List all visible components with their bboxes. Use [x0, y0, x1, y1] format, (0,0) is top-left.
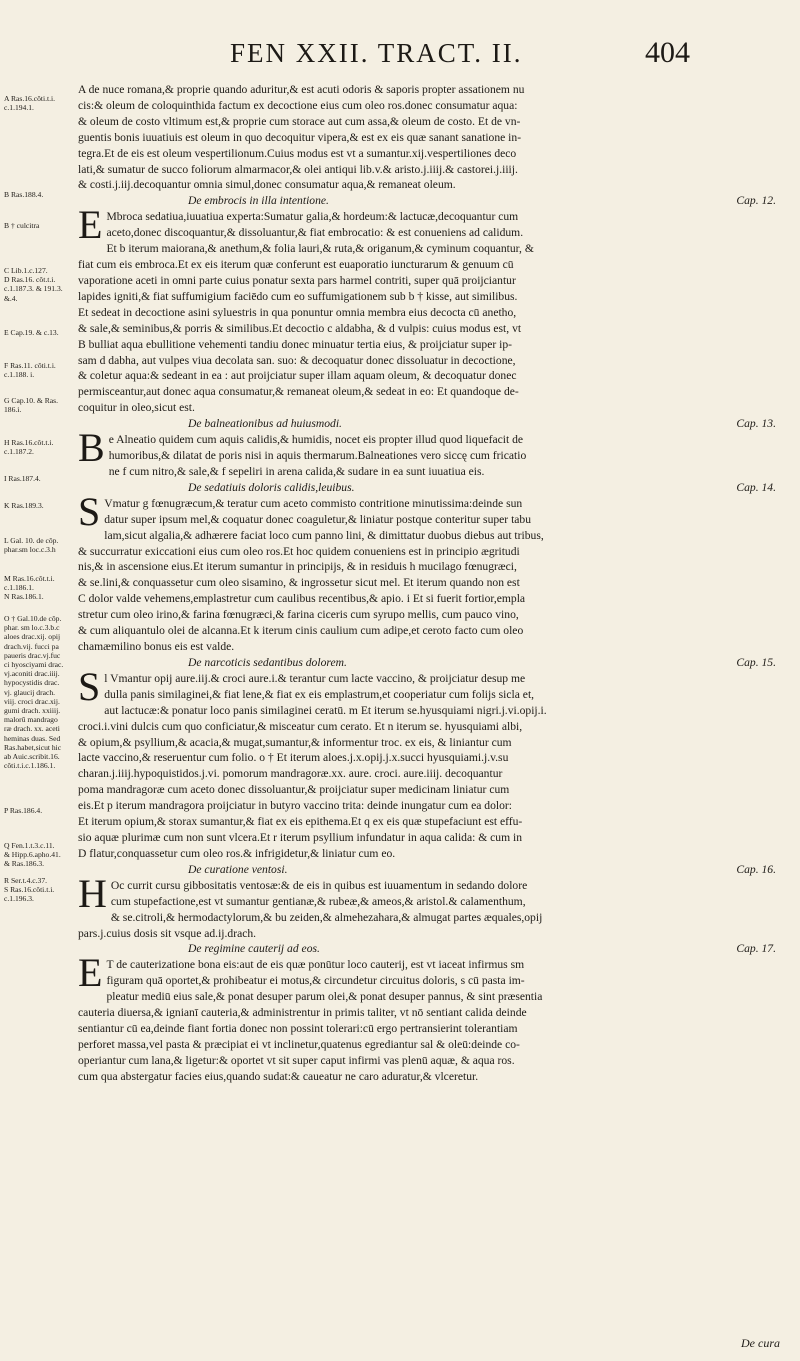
text-line: sam d dabha, aut vulpes viua decolata san. suo: & decoquatur donec dissoluatur in decoctione, — [78, 353, 516, 367]
paragraph — [78, 870, 786, 942]
chapter-heading — [78, 862, 786, 878]
margin-note-line: S Ras.16.côti.t.i. — [4, 885, 55, 895]
chapter-heading — [78, 655, 786, 671]
text-line: cauteria diuersa,& ignianī cauteria,& administrentur in primis taliter, vt nō sentiant calida deinde — [78, 1006, 527, 1020]
text-line: Et iterum opium,& storax sumantur,& fiat ex eis epithema.Et q ex eis quæ stupefaciunt est effu- — [78, 815, 523, 829]
heading-title: De narcoticis sedantibus dolorem. — [188, 655, 347, 669]
text-line: T de cauterizatione bona eis:aut de eis quæ ponūtur loco cauterij, est vt iaceat infirmus sm — [106, 958, 525, 972]
drop-cap: H — [78, 870, 107, 916]
chapter-number: Cap. 14. — [736, 480, 776, 494]
margin-note-line: viij. croci drac.xij. — [4, 696, 60, 706]
text-line: figuram quā oportet,& prohibeatur ei motus,& circundetur circuitus doloris, s cū pasta im- — [106, 974, 525, 988]
text-line: & oleum de costo vltimum est,& proprie cum storace aut cum assa,& oleum de costo. Et de vn- — [78, 114, 521, 128]
margin-note-line: vj.aconiti drac.iiij. — [4, 669, 60, 679]
heading-title: De curatione ventosi. — [188, 862, 288, 876]
drop-cap: S — [78, 663, 101, 709]
text-line: dulla panis similaginei,& fiat lene,& fiat ex eis emplastrum,et cooperiatur cum folijs sicla et, — [104, 687, 535, 701]
margin-note-line: H Ras.16.côt.t.i. — [4, 438, 54, 447]
margin-note-line: aloes drac.xij. opij — [4, 632, 61, 642]
heading-title: De embrocis in illa intentione. — [188, 194, 329, 208]
page-header — [230, 30, 690, 80]
margin-note-line: ab Auic.scribit.16. — [4, 752, 60, 762]
chapter-number: Cap. 15. — [736, 655, 776, 669]
page-number: 404 — [645, 36, 690, 69]
margin-note-line: & Hipp.6.apho.41. — [4, 850, 61, 860]
text-line: vaporatione aceti in omni parte cuius ponatur sexta pars harmel contriti, super quā proijciantur — [78, 273, 516, 287]
text-line: permisceantur,aut donec aqua consumatur,& remaneat oleum,& sedeat in eo: Et quandoque de- — [78, 385, 519, 399]
margin-note-line: M Ras.16.côt.t.i. — [4, 574, 55, 583]
margin-note-line: malorū mandrago — [4, 715, 58, 725]
text-line: fiat cum eis embroca.Et ex eis iterum quæ conferunt est euaporatio iuncturarum & genuum cū — [78, 258, 514, 272]
text-line: & se.lini,& conquassetur cum oleo sisamino, & ingrossetur sicut mel. Et iterum quando non est — [78, 576, 520, 590]
chapter-heading — [78, 416, 786, 432]
margin-note — [4, 614, 63, 770]
margin-note-line: drach.vij. fucci pa — [4, 641, 59, 651]
margin-note — [4, 876, 54, 904]
text-line: sio aquæ plurimæ cum non sunt vlcera.Et r iterum psyllium infundatur in aqua calida: & cum in — [78, 830, 523, 844]
margin-note-line: I Ras.187.4. — [4, 474, 41, 483]
chapter-heading — [78, 193, 786, 209]
margin-note-line: c.1.186.1. — [4, 583, 34, 593]
text-line: cum stupefactione,est vt sumantur gentianæ,& rubeæ,& ameos,& aristol.& calamenthum, — [110, 894, 526, 908]
text-line: lati,& sumatur de succo foliorum almarmacor,& olei antiqui lib.v.& aristo.j.iiij.& castorei.j.iiij. — [78, 162, 518, 176]
text-line: aut lactucæ:& ponatur loco panis similaginei ceratū. m Et iterum se.hyusquiami nigri.j.vi.opij.i. — [104, 703, 547, 717]
margin-note-line: E Cap.19. & c.13. — [4, 328, 59, 337]
margin-note — [4, 190, 43, 199]
drop-cap: E — [78, 202, 103, 248]
text-line: guentis bonis iuuatiuis est oleum in quo decoquitur vipera,& est ex eis quæ sanant sanatione in- — [78, 130, 522, 144]
drop-cap: B — [78, 425, 105, 471]
text-line: coquitur in oleo,sicut est. — [78, 401, 195, 415]
margin-note-line: B † culcitra — [4, 221, 40, 230]
text-line: pars.j.cuius dosis sit vsque ad.ij.drach. — [78, 926, 257, 940]
margin-note-line: Ras.habet,sicut hic — [4, 742, 62, 752]
margin-note-line: & Ras.186.3. — [4, 859, 45, 869]
main-text — [78, 82, 786, 1085]
text-line: poma mandragoræ cum aceto donec dissoluantur,& proijciatur super medicinam liniatur cum — [78, 783, 510, 797]
text-line: sentiantur cū ea,deinde fiant fortia donec non possint tolerari:cū ergo pertransierint tolerantiam — [78, 1022, 518, 1036]
paragraph — [78, 82, 786, 193]
margin-note — [4, 438, 53, 456]
text-line: & se.citroli,& hermodactylorum,& bu zeiden,& almehezahara,& almugat partes æquales,opij — [110, 910, 543, 924]
text-line: Mbroca sedatiua,iuuatiua experta:Sumatur galia,& hordeum:& lactucæ,decoquantur cum — [106, 210, 519, 224]
margin-note — [4, 221, 39, 230]
margin-note-line: P Ras.186.4. — [4, 806, 43, 815]
margin-note-line: c.1.188. i. — [4, 370, 35, 380]
text-line: cum qua abstergatur facies eius,quando sudat:& caueatur ne caro aduratur,& vlceretur. — [78, 1069, 479, 1083]
text-line: cis:& oleum de coloquinthida factum ex decoctione eius cum oleo ros.donec consumatur aqua: — [78, 98, 518, 112]
text-line: Et sedeat in decoctione asini syluestris in qua ponuntur omnia membra eius decocta cū anetho, — [78, 305, 517, 319]
paragraph — [78, 425, 786, 480]
margin-note — [4, 806, 42, 815]
text-line: chamæmilino bonus eis est valde. — [78, 640, 235, 653]
chapter-heading — [78, 941, 786, 957]
margin-note — [4, 501, 44, 510]
heading-title: De balneationibus ad huiusmodi. — [188, 417, 342, 431]
text-line: pleatur mediū eius sale,& ponat desuper parum olei,& ponat desuper pannus, & sint præsentia — [106, 990, 543, 1004]
margin-note-line: ci hyosciyami drac. — [4, 660, 64, 670]
text-line: Et b iterum maiorana,& anethum,& folia lauri,& ruta,& origanum,& cyminum coquantur, & — [106, 242, 534, 256]
paragraph — [78, 202, 786, 416]
text-line: humoribus,& dilatat de poris nisi in aquis thermarum.Balneationes vero siccę cum fricatio — [108, 449, 527, 463]
margin-note-line: L Gal. 10. de côp. — [4, 536, 59, 545]
text-line: C dolor valde vehemens,emplastretur cum caulibus recentibus,& apio. i Et si fuerit fortior,empla — [78, 592, 526, 606]
margin-note-line: C Lib.1.c.127. — [4, 266, 48, 275]
margin-note-line: c.1.187.3. & 191.3. — [4, 284, 63, 294]
text-line: & opium,& psyllium,& acacia,& mugat,sumantur,& informentur troc. ex eis, & liniantur cum — [78, 735, 512, 749]
text-line: Oc currit cursu gibbositatis ventosæ:& de eis in quibus est iuuamentum in sedando dolore — [110, 878, 528, 892]
heading-title: De regimine cauterij ad eos. — [188, 942, 320, 956]
margin-note-line: paueris drac.vj.fuc — [4, 650, 61, 660]
margin-note-line: vj. glaucij drach. — [4, 687, 56, 697]
text-line: & costi.j.iij.decoquantur omnia simul,donec consumatur aqua,& remaneat oleum. — [78, 178, 456, 192]
text-line: charan.j.iiij.hypoquistidos.j.vi. pomorum mandragoræ.xx. aure. croci. aure.iiij. decoquantur — [78, 767, 503, 781]
text-line: B bulliat aqua ebullitione vehementi tandiu donec minuatur tertia eius, & proijciatur super ip- — [78, 337, 513, 351]
margin-note-line: &.4. — [4, 293, 18, 303]
margin-note-line: c.1.196.3. — [4, 894, 34, 904]
text-line: ne f cum nitro,& sale,& f sepeliri in arena calida,& sudare in ea sunt iuuatiua eis. — [108, 464, 485, 478]
text-line: Vmatur g fœnugræcum,& teratur cum aceto commisto contritione minutissima:deinde sun — [104, 496, 523, 510]
text-line: nis,& in ascensione eius.Et iterum sumantur in principijs, & in residuis h mucilago fœnugræci, — [78, 560, 517, 574]
margin-note-line: hypocystidis drac. — [4, 678, 60, 688]
margin-note-line: K Ras.189.3. — [4, 501, 44, 510]
text-line: lapides igniti,& fiat suffumigium faciēdo cum eo suffumigationem sub b † kisse, aut similibus. — [78, 289, 518, 303]
margin-note-line: gumi drach. xxiiij. — [4, 706, 61, 716]
margin-note-line: G Cap.10. & Ras. — [4, 396, 58, 405]
text-line: & sale,& seminibus,& porris & similibus.Et decoctio c aldabha, & d vulpis: cuius modus est, vt — [78, 321, 522, 335]
margin-note-line: A Ras.16.côti.t.i. — [4, 94, 56, 103]
text-line: D flatur,conquassetur cum oleo ros.& infrigidetur,& liniatur cum eo. — [78, 846, 396, 860]
margin-note-line: c.1.187.2. — [4, 447, 34, 457]
paragraph — [78, 488, 786, 655]
chapter-number: Cap. 12. — [736, 194, 776, 208]
margin-note-line: phar.sm loc.c.3.h — [4, 545, 56, 555]
margin-note — [4, 94, 55, 112]
text-line: l Vmantur opij aure.iij.& croci aure.i.& terantur cum lacte vaccino, & proijciatur desup me — [104, 671, 526, 685]
text-line: & succurratur exiccationi eius cum oleo ros.Et hoc quidem conueniens est in principio ægritudi — [78, 544, 520, 558]
margin-note-line: N Ras.186.1. — [4, 592, 44, 602]
text-line: perforet massa,vel pasta & præcipiat ei vt inclinetur,quatenus egrediantur sal & oleū:deinde co- — [78, 1037, 520, 1051]
text-line: lacte vaccino,& reseruentur cum folio. o † Et iterum aloes.j.x.opij.j.x.succi hyusquiami.j.v.su — [78, 751, 509, 765]
margin-note — [4, 328, 59, 337]
margin-note-line: phar. sm lo.c.3.b.c — [4, 623, 60, 633]
margin-note — [4, 361, 56, 379]
paragraph — [78, 950, 786, 1084]
margin-note — [4, 574, 55, 602]
text-line: eis.Et p iterum mandragora proijciatur in butyro vaccino trita: deinde inungatur cum ea dolor: — [78, 799, 512, 813]
text-line: lam,sicut algalia,& adhærere faciat loco cum panno lini, & dimittatur duobus diebus aut tribus, — [104, 528, 544, 542]
heading-title: De sedatiuis doloris calidis,leuibus. — [188, 480, 355, 494]
margin-note-line: ræ drach. xx. aceti — [4, 724, 60, 734]
chapter-number: Cap. 17. — [736, 942, 776, 956]
margin-note-line: côti.t.i.c.1.186.1. — [4, 761, 56, 771]
drop-cap: E — [78, 950, 103, 996]
margin-note-line: R Ser.t.4.c.37. — [4, 876, 48, 885]
margin-note-line: c.1.194.1. — [4, 103, 34, 113]
paragraph — [78, 663, 786, 862]
margin-note — [4, 841, 61, 869]
chapter-heading — [78, 480, 786, 496]
margin-note-line: Q Fen.1.t.3.c.11. — [4, 841, 55, 850]
margin-note-line: B Ras.188.4. — [4, 190, 44, 199]
chapter-number: Cap. 13. — [736, 417, 776, 431]
drop-cap: S — [78, 488, 101, 534]
margin-note — [4, 396, 58, 414]
margin-note — [4, 536, 58, 554]
margin-note — [4, 474, 41, 483]
text-line: tegra.Et de eis est oleum vespertilionum.Cuius modus est vt a sumantur.xij.vespertiliones deco — [78, 146, 517, 160]
text-line: operiantur cum lana,& ligetur:& oportet vt sit super caput infirmi vas plenū aquæ, & aqua ros. — [78, 1053, 515, 1067]
text-line: datur super ipsum mel,& coquatur donec coaguletur,& liniatur postque conteritur super tabu — [104, 512, 532, 526]
text-line: A de nuce romana,& proprie quando aduritur,& est acuti odoris & saporis propter assationem nu — [78, 83, 525, 96]
text-line: & coletur aqua:& sedeant in ea : aut proijciatur super illam aquam oleum, & decoquatur donec — [78, 369, 517, 383]
margin-note — [4, 266, 63, 303]
margin-note-line: D Ras.16. côt.t.i. — [4, 275, 56, 285]
text-line: & cum aliquantulo olei de alcanna.Et k iterum cinis caulium cum adipe,et ceroto facto cum oleo — [78, 624, 524, 638]
text-line: croci.i.vini dulcis cum quo conficiatur,& misceatur cum cerato. Et n iterum se. hyusquiami albi, — [78, 719, 523, 733]
margin-note-line: O † Gal.10.de côp. — [4, 614, 62, 623]
text-line: e Alneatio quidem cum aquis calidis,& humidis, nocet eis propter illud quod liquefacit de — [108, 433, 524, 447]
margin-note-line: F Ras.11. côti.t.i. — [4, 361, 56, 370]
margin-note-line: heminas duas. Sed — [4, 733, 61, 743]
chapter-number: Cap. 16. — [736, 862, 776, 876]
text-line: stretur cum oleo irino,& farina fœnugræci,& farina ciceris cum syrupo mellis, cum pauco vino, — [78, 608, 519, 622]
catchword: De cura — [741, 1336, 780, 1350]
margin-note-line: 186.i. — [4, 405, 22, 415]
running-head: FEN XXII. TRACT. II. — [230, 38, 523, 68]
text-line: aceto,donec discoquantur,& dissoluantur,& fiat embrocatio: & est conueniens ad calidum. — [106, 226, 524, 240]
